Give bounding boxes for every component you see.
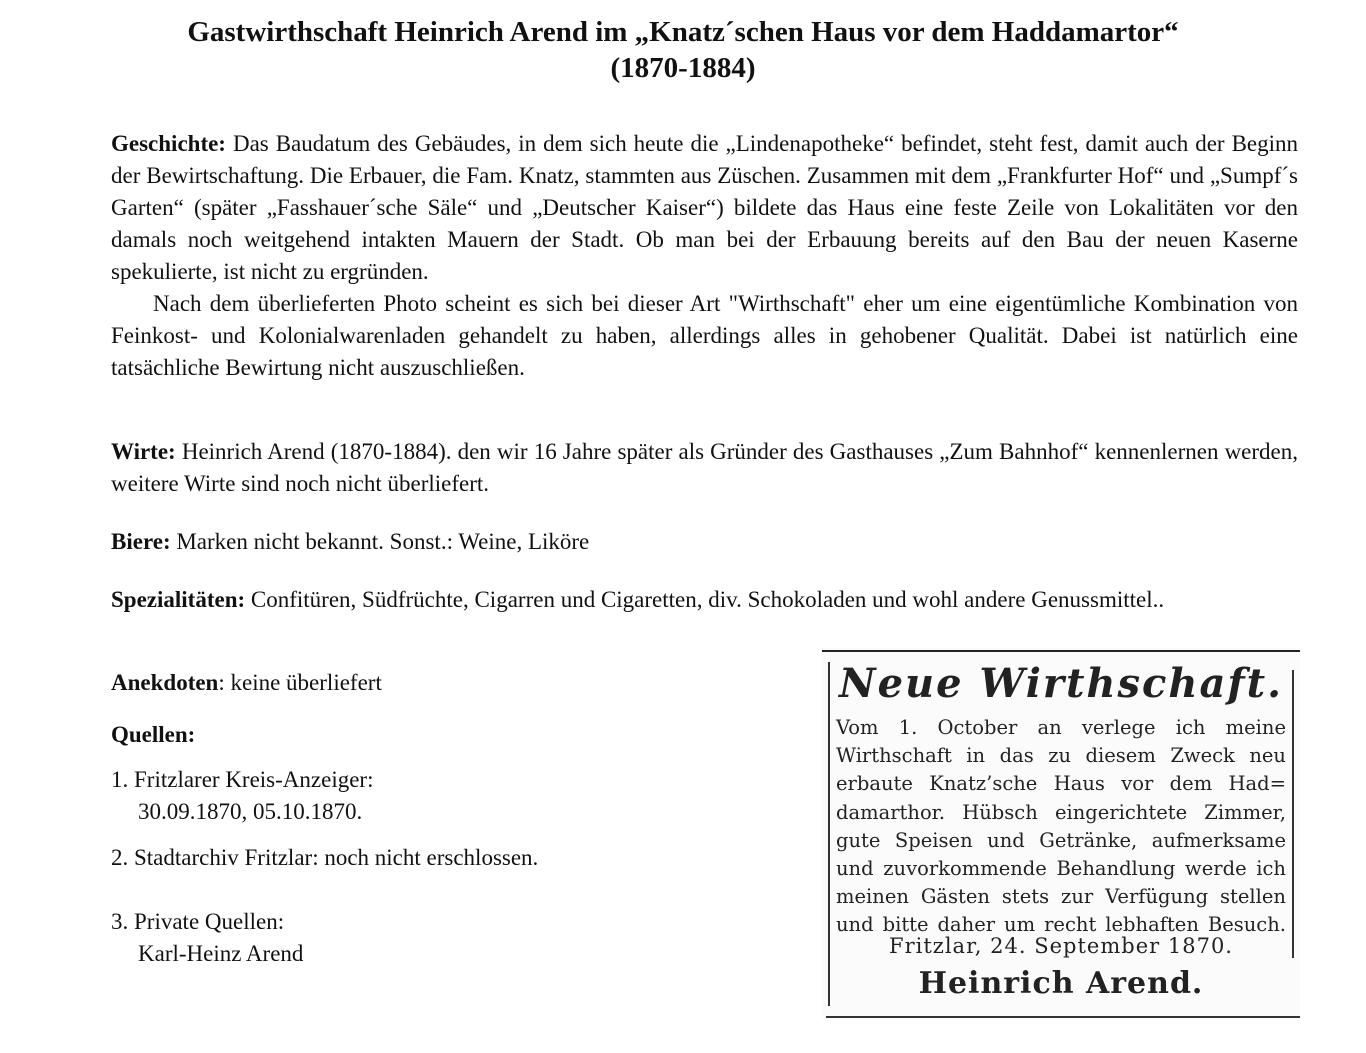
clipping-border-top <box>822 650 1300 652</box>
clipping-line: gute Speisen und Getränke, aufmerksame <box>836 828 1286 852</box>
clipping-line: meinen Gästen stets zur Verfügung stellen <box>836 885 1286 909</box>
clipping-date: Fritzlar, 24. September 1870. <box>889 934 1233 958</box>
section-spezialitaeten <box>111 584 1298 616</box>
clipping-body <box>836 714 1286 940</box>
section-geschichte <box>111 128 1298 384</box>
geschichte-paragraph-2: Nach dem überlieferten Photo scheint es sich bei dieser Art "Wirthschaft" eher um eine eigentümliche Kombination von Feinkost- und Kolonialwarenladen gehandelt zu haben, allerdings alles in gehobener Qualität. Dabei ist natürlich eine tatsächliche Bewirtung nicht auszuschließen. <box>111 291 1298 380</box>
spezialitaeten-text: Confitüren, Südfrüchte, Cigarren und Cigaretten, div. Schokoladen und wohl andere Genussmittel.. <box>250 587 1165 612</box>
geschichte-text-1: Das Baudatum des Gebäudes, in dem sich heute die „Lindenapotheke“ befindet, steht fest, damit auch der Beginn der Bewirtschaftung. Die Erbauer, die Fam. Knatz, stammten aus Züschen. Zusammen mit dem „Frankfurter Hof“ und „Sumpf´s Garten“ (später „Fasshauer´sche Säle“ und „Deutscher Kaiser“) bildete das Haus eine feste Zeile von Lokalitäten vor den damals noch weitgehend intakten Mauern der Stadt. Ob man bei der Erbauung bereits auf den Bau der neuen Kaserne spekulierte, ist nicht zu ergründen. <box>111 131 1299 284</box>
clipping-signature: Heinrich Arend. <box>918 966 1204 1001</box>
biere-text: Marken nicht bekannt. Sonst.: Weine, Liköre <box>176 529 590 554</box>
anekdoten-text: : keine überliefert <box>218 670 382 695</box>
anekdoten-label: Anekdoten <box>111 670 219 695</box>
biere-label: Biere: <box>111 529 171 554</box>
source-item-1-line-1: 1. Fritzlarer Kreis-Anzeiger: <box>111 767 374 792</box>
clipping-heading: Neue Wirthschaft. <box>839 660 1283 707</box>
clipping-line: und zuvorkommende Behandlung werde ich <box>836 857 1286 881</box>
wirte-label: Wirte: <box>111 439 176 464</box>
source-item-1 <box>111 764 711 828</box>
geschichte-label: Geschichte: <box>111 131 226 156</box>
clipping-line: erbaute Knatz’sche Haus vor dem Had= <box>836 772 1286 796</box>
section-biere <box>111 526 1298 558</box>
clipping-line: damarthor. Hübsch eingerichtete Zimmer, <box>836 800 1286 824</box>
title-line-1: Gastwirthschaft Heinrich Arend im „Knatz´schen Haus vor dem Haddamartor“ <box>187 16 1179 48</box>
source-item-2 <box>111 842 711 874</box>
clipping-line: Wirthschaft in das zu diesem Zweck neu <box>836 744 1286 768</box>
source-item-3 <box>111 906 711 970</box>
source-item-3-line-2: Karl-Heinz Arend <box>138 941 304 966</box>
source-item-3-line-1: 3. Private Quellen: <box>111 909 285 934</box>
clipping-border-right <box>1292 670 1294 958</box>
page-title <box>60 14 1306 86</box>
section-anekdoten <box>111 667 711 699</box>
newspaper-clipping <box>822 648 1300 1018</box>
source-item-1-line-2: 30.09.1870, 05.10.1870. <box>138 799 363 824</box>
section-wirte <box>111 436 1298 500</box>
clipping-border-bottom <box>826 1016 1300 1018</box>
clipping-line: Vom 1. October an verlege ich meine <box>836 716 1286 739</box>
spezialitaeten-label: Spezialitäten: <box>111 587 246 612</box>
clipping-line: und bitte daher um recht lebhaften Besuch. <box>836 913 1286 937</box>
quellen-label: Quellen: <box>111 722 196 747</box>
source-item-2-line-1: 2. Stadtarchiv Fritzlar: noch nicht erschlossen. <box>111 845 539 870</box>
section-quellen <box>111 719 711 751</box>
geschichte-paragraph-1 <box>111 128 1298 288</box>
wirte-text: Heinrich Arend (1870-1884). den wir 16 Jahre später als Gründer des Gasthauses „Zum Bahnhof“ kennenlernen werden, weitere Wirte sind noch nicht überliefert. <box>111 439 1299 496</box>
title-line-2: (1870-1884) <box>610 52 756 84</box>
